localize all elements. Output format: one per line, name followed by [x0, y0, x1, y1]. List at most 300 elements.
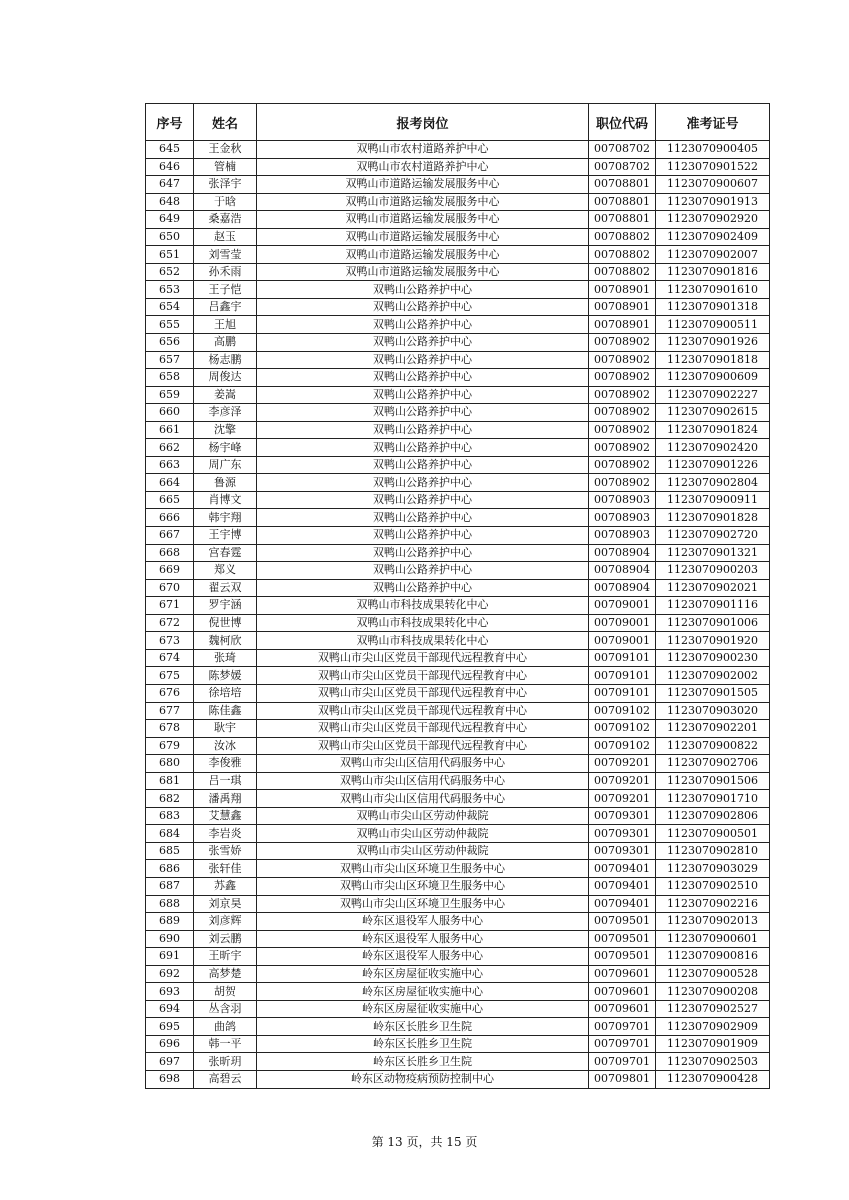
table-row	[146, 141, 770, 159]
cell-position-code: 00708902	[589, 351, 656, 369]
table-row	[146, 263, 770, 281]
cell-admission-number: 1123070902503	[656, 1053, 770, 1071]
cell-serial-number: 646	[146, 158, 194, 176]
cell-admission-number: 1123070901909	[656, 1035, 770, 1053]
cell-admission-number: 1123070902810	[656, 842, 770, 860]
table-row	[146, 597, 770, 615]
cell-position: 双鸭山市尖山区党员干部现代远程教育中心	[257, 649, 589, 667]
cell-position: 岭东区退役军人服务中心	[257, 948, 589, 966]
cell-position: 双鸭山市道路运输发展服务中心	[257, 176, 589, 194]
cell-serial-number: 655	[146, 316, 194, 334]
table-row	[146, 158, 770, 176]
cell-position-code: 00708901	[589, 281, 656, 299]
cell-name: 吕鑫宇	[194, 298, 257, 316]
cell-position-code: 00709301	[589, 825, 656, 843]
cell-admission-number: 1123070903029	[656, 860, 770, 878]
cell-name: 丛含羽	[194, 1000, 257, 1018]
cell-position-code: 00709601	[589, 1000, 656, 1018]
cell-position-code: 00709401	[589, 860, 656, 878]
cell-position-code: 00708902	[589, 421, 656, 439]
header-admission-number: 准考证号	[656, 104, 770, 141]
cell-position: 双鸭山公路养护中心	[257, 579, 589, 597]
cell-position-code: 00708902	[589, 369, 656, 387]
cell-position-code: 00709301	[589, 807, 656, 825]
cell-name: 周俊达	[194, 369, 257, 387]
cell-position: 双鸭山市道路运输发展服务中心	[257, 228, 589, 246]
cell-position: 双鸭山公路养护中心	[257, 544, 589, 562]
cell-position-code: 00709102	[589, 737, 656, 755]
cell-position-code: 00708902	[589, 404, 656, 422]
table-row	[146, 316, 770, 334]
cell-serial-number: 682	[146, 790, 194, 808]
cell-serial-number: 671	[146, 597, 194, 615]
table-row	[146, 684, 770, 702]
cell-position-code: 00709501	[589, 930, 656, 948]
cell-admission-number: 1123070901506	[656, 772, 770, 790]
table-row	[146, 1000, 770, 1018]
cell-admission-number: 1123070900428	[656, 1070, 770, 1088]
cell-serial-number: 660	[146, 404, 194, 422]
table-row	[146, 720, 770, 738]
cell-admission-number: 1123070902216	[656, 895, 770, 913]
cell-position: 双鸭山公路养护中心	[257, 404, 589, 422]
cell-position: 双鸭山公路养护中心	[257, 456, 589, 474]
table-row	[146, 913, 770, 931]
cell-serial-number: 656	[146, 334, 194, 352]
table-row	[146, 456, 770, 474]
cell-admission-number: 1123070901913	[656, 193, 770, 211]
cell-position-code: 00709501	[589, 948, 656, 966]
cell-admission-number: 1123070903020	[656, 702, 770, 720]
table-row	[146, 807, 770, 825]
cell-admission-number: 1123070902409	[656, 228, 770, 246]
table-row	[146, 176, 770, 194]
table-row	[146, 877, 770, 895]
cell-name: 高梦楚	[194, 965, 257, 983]
cell-position: 双鸭山公路养护中心	[257, 298, 589, 316]
cell-position-code: 00708902	[589, 474, 656, 492]
cell-serial-number: 687	[146, 877, 194, 895]
table-row	[146, 334, 770, 352]
cell-name: 胡贺	[194, 983, 257, 1001]
table-header-row	[146, 104, 770, 141]
table-row	[146, 614, 770, 632]
cell-name: 韩宇翔	[194, 509, 257, 527]
cell-position-code: 00709001	[589, 632, 656, 650]
header-name: 姓名	[194, 104, 257, 141]
cell-position-code: 00708902	[589, 439, 656, 457]
cell-serial-number: 694	[146, 1000, 194, 1018]
cell-position-code: 00708702	[589, 158, 656, 176]
cell-admission-number: 1123070901824	[656, 421, 770, 439]
cell-admission-number: 1123070901505	[656, 684, 770, 702]
cell-admission-number: 1123070902002	[656, 667, 770, 685]
table-row	[146, 965, 770, 983]
cell-serial-number: 695	[146, 1018, 194, 1036]
cell-position: 双鸭山市尖山区党员干部现代远程教育中心	[257, 667, 589, 685]
cell-position: 双鸭山市尖山区信用代码服务中心	[257, 790, 589, 808]
cell-serial-number: 672	[146, 614, 194, 632]
cell-serial-number: 659	[146, 386, 194, 404]
exam-table-sheet	[145, 103, 769, 1089]
cell-position: 双鸭山市道路运输发展服务中心	[257, 246, 589, 264]
cell-name: 王金秋	[194, 141, 257, 159]
cell-position: 双鸭山市尖山区信用代码服务中心	[257, 755, 589, 773]
table-row	[146, 386, 770, 404]
cell-name: 韩一平	[194, 1035, 257, 1053]
cell-serial-number: 676	[146, 684, 194, 702]
cell-position: 双鸭山市科技成果转化中心	[257, 632, 589, 650]
cell-name: 李彦泽	[194, 404, 257, 422]
table-row	[146, 1018, 770, 1036]
cell-name: 张昕玥	[194, 1053, 257, 1071]
cell-admission-number: 1123070902706	[656, 755, 770, 773]
cell-position-code: 00708801	[589, 176, 656, 194]
cell-name: 沈擎	[194, 421, 257, 439]
cell-position-code: 00709601	[589, 965, 656, 983]
cell-position: 双鸭山市科技成果转化中心	[257, 597, 589, 615]
cell-position: 双鸭山公路养护中心	[257, 509, 589, 527]
cell-position-code: 00709001	[589, 614, 656, 632]
cell-admission-number: 1123070902227	[656, 386, 770, 404]
cell-admission-number: 1123070901818	[656, 351, 770, 369]
cell-admission-number: 1123070900208	[656, 983, 770, 1001]
cell-position-code: 00708903	[589, 527, 656, 545]
cell-serial-number: 666	[146, 509, 194, 527]
cell-name: 刘雪莹	[194, 246, 257, 264]
cell-name: 李岩炎	[194, 825, 257, 843]
header-position: 报考岗位	[257, 104, 589, 141]
table-row	[146, 298, 770, 316]
cell-name: 王昕宇	[194, 948, 257, 966]
cell-serial-number: 651	[146, 246, 194, 264]
cell-position: 双鸭山市道路运输发展服务中心	[257, 263, 589, 281]
cell-position-code: 00709102	[589, 702, 656, 720]
cell-serial-number: 673	[146, 632, 194, 650]
cell-admission-number: 1123070901710	[656, 790, 770, 808]
cell-position-code: 00708702	[589, 141, 656, 159]
cell-position: 岭东区动物疫病预防控制中心	[257, 1070, 589, 1088]
cell-name: 桑嘉浩	[194, 211, 257, 229]
table-body	[146, 141, 770, 1089]
cell-position-code: 00709701	[589, 1053, 656, 1071]
cell-name: 肖博文	[194, 491, 257, 509]
table-row	[146, 491, 770, 509]
cell-serial-number: 647	[146, 176, 194, 194]
table-row	[146, 228, 770, 246]
cell-name: 魏柯欣	[194, 632, 257, 650]
cell-admission-number: 1123070902806	[656, 807, 770, 825]
cell-serial-number: 663	[146, 456, 194, 474]
cell-name: 刘京昊	[194, 895, 257, 913]
cell-position-code: 00709101	[589, 649, 656, 667]
cell-position: 双鸭山公路养护中心	[257, 421, 589, 439]
cell-position: 岭东区长胜乡卫生院	[257, 1053, 589, 1071]
table-row	[146, 842, 770, 860]
cell-position: 双鸭山公路养护中心	[257, 334, 589, 352]
cell-position: 双鸭山市科技成果转化中心	[257, 614, 589, 632]
header-serial-number: 序号	[146, 104, 194, 141]
cell-admission-number: 1123070900405	[656, 141, 770, 159]
table-row	[146, 544, 770, 562]
cell-serial-number: 678	[146, 720, 194, 738]
cell-position-code: 00709102	[589, 720, 656, 738]
table-row	[146, 509, 770, 527]
table-row	[146, 772, 770, 790]
cell-serial-number: 667	[146, 527, 194, 545]
cell-position-code: 00708903	[589, 509, 656, 527]
table-row	[146, 421, 770, 439]
cell-position-code: 00709101	[589, 684, 656, 702]
table-row	[146, 351, 770, 369]
cell-admission-number: 1123070900911	[656, 491, 770, 509]
cell-serial-number: 662	[146, 439, 194, 457]
cell-serial-number: 691	[146, 948, 194, 966]
cell-admission-number: 1123070901828	[656, 509, 770, 527]
cell-name: 张泽宇	[194, 176, 257, 194]
cell-admission-number: 1123070902615	[656, 404, 770, 422]
cell-serial-number: 648	[146, 193, 194, 211]
table-row	[146, 948, 770, 966]
table-row	[146, 211, 770, 229]
cell-serial-number: 696	[146, 1035, 194, 1053]
cell-position: 双鸭山市道路运输发展服务中心	[257, 193, 589, 211]
cell-admission-number: 1123070901522	[656, 158, 770, 176]
cell-position: 岭东区房屋征收实施中心	[257, 1000, 589, 1018]
candidate-table	[145, 103, 770, 1089]
cell-position: 岭东区退役军人服务中心	[257, 930, 589, 948]
cell-serial-number: 652	[146, 263, 194, 281]
cell-position: 双鸭山市尖山区信用代码服务中心	[257, 772, 589, 790]
table-row	[146, 860, 770, 878]
cell-position-code: 00709601	[589, 983, 656, 1001]
cell-admission-number: 1123070902013	[656, 913, 770, 931]
cell-position-code: 00708901	[589, 316, 656, 334]
cell-position-code: 00708903	[589, 491, 656, 509]
cell-position-code: 00708901	[589, 298, 656, 316]
cell-name: 翟云双	[194, 579, 257, 597]
cell-name: 艾慧鑫	[194, 807, 257, 825]
cell-position-code: 00708801	[589, 193, 656, 211]
cell-admission-number: 1123070902720	[656, 527, 770, 545]
table-row	[146, 281, 770, 299]
cell-name: 陈梦媛	[194, 667, 257, 685]
cell-position: 双鸭山公路养护中心	[257, 439, 589, 457]
table-row	[146, 527, 770, 545]
cell-serial-number: 679	[146, 737, 194, 755]
cell-position-code: 00709801	[589, 1070, 656, 1088]
cell-position: 双鸭山市尖山区环境卫生服务中心	[257, 895, 589, 913]
table-row	[146, 193, 770, 211]
cell-admission-number: 1123070901610	[656, 281, 770, 299]
cell-serial-number: 661	[146, 421, 194, 439]
cell-position: 双鸭山市农村道路养护中心	[257, 141, 589, 159]
table-row	[146, 246, 770, 264]
table-row	[146, 825, 770, 843]
cell-admission-number: 1123070900203	[656, 562, 770, 580]
page-footer: 第 13 页，共 15 页	[371, 1135, 478, 1149]
cell-serial-number: 698	[146, 1070, 194, 1088]
cell-name: 高碧云	[194, 1070, 257, 1088]
cell-position: 双鸭山公路养护中心	[257, 474, 589, 492]
table-row	[146, 983, 770, 1001]
cell-name: 王子恺	[194, 281, 257, 299]
cell-name: 陈佳鑫	[194, 702, 257, 720]
cell-name: 张雪娇	[194, 842, 257, 860]
cell-name: 张琦	[194, 649, 257, 667]
cell-serial-number: 690	[146, 930, 194, 948]
cell-name: 徐培培	[194, 684, 257, 702]
cell-position: 双鸭山市尖山区劳动仲裁院	[257, 807, 589, 825]
cell-serial-number: 688	[146, 895, 194, 913]
cell-admission-number: 1123070901926	[656, 334, 770, 352]
cell-serial-number: 654	[146, 298, 194, 316]
cell-serial-number: 681	[146, 772, 194, 790]
header-position-code: 职位代码	[589, 104, 656, 141]
cell-admission-number: 1123070900601	[656, 930, 770, 948]
cell-admission-number: 1123070902007	[656, 246, 770, 264]
cell-admission-number: 1123070900501	[656, 825, 770, 843]
cell-serial-number: 670	[146, 579, 194, 597]
cell-serial-number: 650	[146, 228, 194, 246]
cell-admission-number: 1123070900607	[656, 176, 770, 194]
cell-name: 于晗	[194, 193, 257, 211]
cell-name: 高鹏	[194, 334, 257, 352]
cell-position-code: 00708802	[589, 246, 656, 264]
table-row	[146, 790, 770, 808]
cell-name: 管楠	[194, 158, 257, 176]
cell-serial-number: 693	[146, 983, 194, 1001]
cell-admission-number: 1123070901318	[656, 298, 770, 316]
cell-position-code: 00708902	[589, 334, 656, 352]
cell-serial-number: 675	[146, 667, 194, 685]
cell-serial-number: 683	[146, 807, 194, 825]
cell-position-code: 00709001	[589, 597, 656, 615]
cell-admission-number: 1123070900528	[656, 965, 770, 983]
cell-name: 李俊雅	[194, 755, 257, 773]
cell-position-code: 00709201	[589, 790, 656, 808]
table-row	[146, 369, 770, 387]
table-row	[146, 755, 770, 773]
cell-name: 王旭	[194, 316, 257, 334]
table-row	[146, 1070, 770, 1088]
cell-name: 刘云鹏	[194, 930, 257, 948]
cell-name: 杨宇峰	[194, 439, 257, 457]
cell-admission-number: 1123070901006	[656, 614, 770, 632]
cell-position-code: 00709201	[589, 772, 656, 790]
cell-position: 双鸭山公路养护中心	[257, 562, 589, 580]
cell-position: 双鸭山公路养护中心	[257, 281, 589, 299]
table-row	[146, 1053, 770, 1071]
cell-position: 双鸭山市尖山区劳动仲裁院	[257, 825, 589, 843]
table-row	[146, 562, 770, 580]
cell-serial-number: 680	[146, 755, 194, 773]
cell-admission-number: 1123070902510	[656, 877, 770, 895]
cell-serial-number: 653	[146, 281, 194, 299]
cell-name: 赵玉	[194, 228, 257, 246]
table-row	[146, 404, 770, 422]
cell-admission-number: 1123070902527	[656, 1000, 770, 1018]
cell-position: 岭东区退役军人服务中心	[257, 913, 589, 931]
cell-serial-number: 668	[146, 544, 194, 562]
cell-position: 双鸭山市尖山区党员干部现代远程教育中心	[257, 720, 589, 738]
cell-serial-number: 664	[146, 474, 194, 492]
cell-name: 杨志鹏	[194, 351, 257, 369]
cell-position: 双鸭山市尖山区党员干部现代远程教育中心	[257, 737, 589, 755]
cell-name: 宫春霆	[194, 544, 257, 562]
cell-position: 双鸭山公路养护中心	[257, 369, 589, 387]
cell-admission-number: 1123070902909	[656, 1018, 770, 1036]
table-row	[146, 579, 770, 597]
cell-serial-number: 684	[146, 825, 194, 843]
cell-position-code: 00708802	[589, 263, 656, 281]
cell-name: 王宇博	[194, 527, 257, 545]
cell-name: 张轩佳	[194, 860, 257, 878]
cell-serial-number: 689	[146, 913, 194, 931]
cell-serial-number: 685	[146, 842, 194, 860]
cell-position-code: 00709101	[589, 667, 656, 685]
cell-serial-number: 658	[146, 369, 194, 387]
cell-serial-number: 645	[146, 141, 194, 159]
cell-position-code: 00709701	[589, 1018, 656, 1036]
table-row	[146, 895, 770, 913]
cell-position: 双鸭山公路养护中心	[257, 527, 589, 545]
cell-position: 岭东区房屋征收实施中心	[257, 965, 589, 983]
cell-serial-number: 657	[146, 351, 194, 369]
table-row	[146, 737, 770, 755]
cell-admission-number: 1123070901816	[656, 263, 770, 281]
cell-name: 吕一琪	[194, 772, 257, 790]
cell-position: 双鸭山市尖山区党员干部现代远程教育中心	[257, 684, 589, 702]
cell-name: 鲁源	[194, 474, 257, 492]
cell-position-code: 00708902	[589, 386, 656, 404]
cell-name: 周广东	[194, 456, 257, 474]
cell-admission-number: 1123070902420	[656, 439, 770, 457]
cell-admission-number: 1123070902804	[656, 474, 770, 492]
cell-admission-number: 1123070902920	[656, 211, 770, 229]
cell-position: 双鸭山市尖山区党员干部现代远程教育中心	[257, 702, 589, 720]
cell-name: 郑义	[194, 562, 257, 580]
cell-position-code: 00709701	[589, 1035, 656, 1053]
cell-position-code: 00709301	[589, 842, 656, 860]
cell-serial-number: 669	[146, 562, 194, 580]
cell-admission-number: 1123070902201	[656, 720, 770, 738]
cell-position-code: 00708904	[589, 579, 656, 597]
cell-position-code: 00708904	[589, 562, 656, 580]
cell-serial-number: 665	[146, 491, 194, 509]
cell-serial-number: 649	[146, 211, 194, 229]
cell-position: 双鸭山市农村道路养护中心	[257, 158, 589, 176]
cell-name: 潘禹翔	[194, 790, 257, 808]
cell-admission-number: 1123070900609	[656, 369, 770, 387]
cell-admission-number: 1123070900822	[656, 737, 770, 755]
cell-serial-number: 674	[146, 649, 194, 667]
cell-name: 倪世博	[194, 614, 257, 632]
cell-name: 曲鸽	[194, 1018, 257, 1036]
cell-admission-number: 1123070902021	[656, 579, 770, 597]
cell-name: 耿宇	[194, 720, 257, 738]
cell-position: 双鸭山市尖山区劳动仲裁院	[257, 842, 589, 860]
table-row	[146, 667, 770, 685]
cell-admission-number: 1123070900816	[656, 948, 770, 966]
cell-position: 岭东区长胜乡卫生院	[257, 1035, 589, 1053]
cell-position: 双鸭山公路养护中心	[257, 316, 589, 334]
cell-name: 汝冰	[194, 737, 257, 755]
cell-position: 双鸭山市尖山区环境卫生服务中心	[257, 860, 589, 878]
cell-position-code: 00709201	[589, 755, 656, 773]
cell-serial-number: 686	[146, 860, 194, 878]
cell-admission-number: 1123070900511	[656, 316, 770, 334]
